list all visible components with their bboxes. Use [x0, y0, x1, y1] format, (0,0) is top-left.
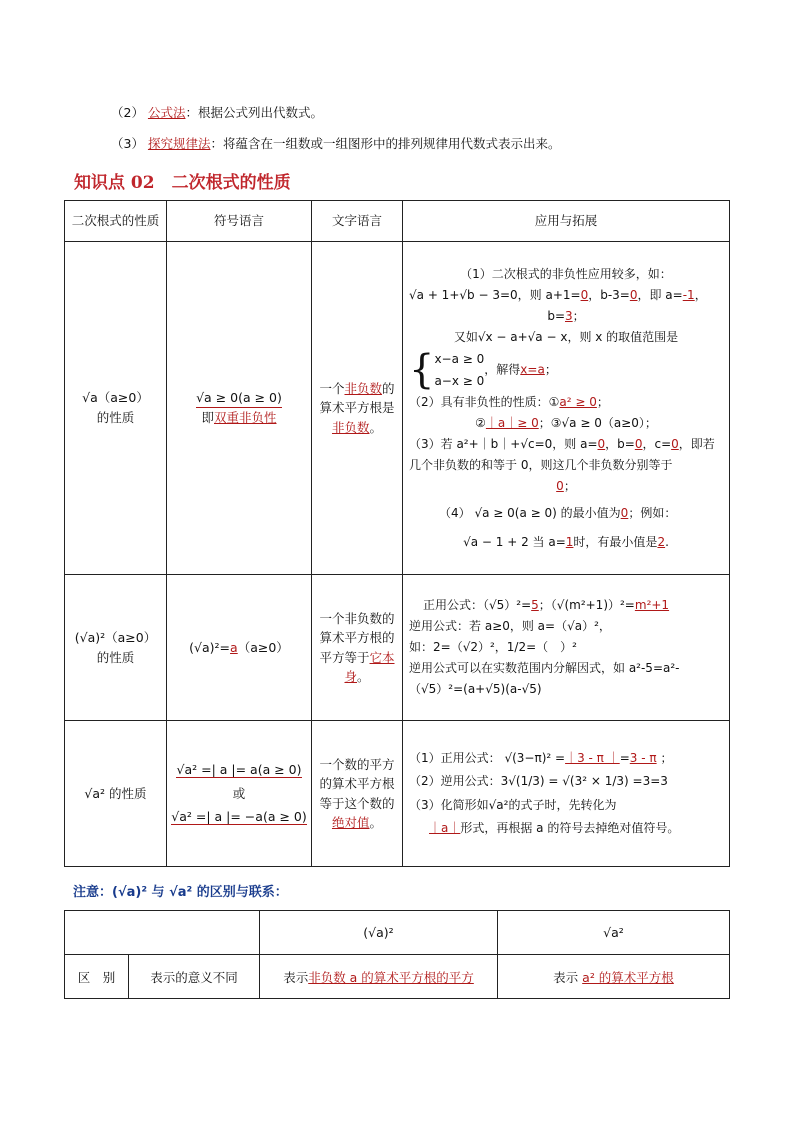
answer: 非负数 — [344, 380, 382, 396]
comparison-header-row — [65, 911, 730, 955]
table-header-row — [65, 201, 730, 242]
text-part: ，b-3= — [588, 287, 630, 302]
text-part: ，c= — [642, 436, 672, 451]
answer: 双重非负性 — [214, 410, 277, 425]
cell-application — [403, 575, 730, 721]
text-part: 一个非负数的算术平方根的平方等于 — [319, 610, 395, 665]
app-line — [409, 306, 723, 327]
item-text: ：将蕴含在一组数或一组图形中的排列规律用代数式表示出来。 — [210, 136, 561, 151]
answer: ｜a｜ — [429, 820, 461, 835]
answer: a² ≥ 0 — [559, 394, 597, 409]
item-number: （3） — [111, 136, 144, 151]
header-symbol: 符号语言 — [167, 201, 312, 242]
text-part: （4） — [439, 505, 471, 520]
text-part: ；（√(m²+1)）²= — [538, 598, 635, 612]
app-line — [409, 476, 723, 497]
math-expr: √a — [82, 390, 98, 405]
table-row-sqrt-a — [65, 242, 730, 575]
text-part: 时，有最小值是 — [573, 534, 658, 549]
answer: a² 的算术平方根 — [582, 969, 674, 985]
text-part: （2）具有非负性的性质：① — [409, 394, 560, 409]
text-part: ② — [475, 415, 486, 430]
app-line — [409, 392, 723, 413]
text-part: （3）若 a²+｜b｜+√c=0，则 a= — [409, 436, 598, 451]
answer: 0 — [629, 287, 638, 302]
text-part: ；例如： — [628, 505, 677, 520]
app-line: 逆用公式可以在实数范围内分解因式，如 a²-5=a²- — [409, 661, 680, 675]
cell-symbol — [167, 721, 312, 867]
text-part: 的算术平方根是 — [319, 380, 395, 416]
text-part: ； — [596, 394, 609, 409]
properties-table — [64, 200, 730, 867]
app-line — [409, 595, 723, 616]
math-expr: √a ≥ 0(a ≥ 0) — [474, 505, 557, 520]
text-part: 一个数的平方的算术平方根等于这个数的 — [319, 756, 395, 811]
math-expr: (√a)²= — [189, 639, 231, 655]
inequality: a−x ≥ 0 — [434, 373, 485, 388]
math-expr: √(3−π)² = — [504, 750, 566, 765]
inequality: x−a ≥ 0 — [434, 351, 485, 366]
header-col2: √a² — [498, 911, 730, 955]
inequality-system — [409, 348, 723, 392]
header-property: 二次根式的性质 — [65, 201, 167, 242]
app-line — [409, 434, 723, 455]
text-part: ，即若 — [678, 436, 715, 451]
text-part: ；③√a ≥ 0（a≥0）； — [538, 415, 657, 430]
app-line: （√5）²=(a+√5)(a-√5) — [409, 682, 542, 696]
property-label: 的性质 — [96, 410, 135, 425]
app-line: 逆用公式：若 a≥0，则 a=（√a）²， — [409, 619, 611, 633]
app-line — [409, 503, 723, 524]
answer: 0 — [597, 436, 606, 451]
cell-symbol — [167, 242, 312, 575]
answer: 0 — [634, 436, 643, 451]
answer: x=a — [520, 362, 545, 376]
text-part: 正用公式：（√5）²= — [423, 598, 532, 612]
app-line: （2）逆用公式：3√(1/3) = √(3² × 1/3) =3=3 — [409, 774, 668, 789]
answer: 3 - π — [629, 750, 657, 765]
answer: 绝对值 — [331, 814, 370, 830]
app-line: 几个非负数的和等于 0，则这几个非负数分别等于 — [409, 457, 673, 472]
answer: 非负数 a 的算术平方根的平方 — [308, 969, 474, 985]
comparison-table — [64, 910, 730, 999]
header-col1: (√a)² — [260, 911, 498, 955]
answer: ｜a｜≥ 0 — [485, 415, 539, 430]
text-part: ，即 a= — [637, 287, 683, 302]
header-application: 应用与拓展 — [403, 201, 730, 242]
answer: 0 — [620, 505, 629, 520]
app-line: （1）二次根式的非负性应用较多，如： — [460, 266, 672, 281]
row-col2-value — [498, 955, 730, 999]
term-formula-method: 公式法 — [147, 105, 186, 120]
app-line — [409, 413, 723, 434]
math-expr: √a² =| a |= a(a ≥ 0) — [176, 761, 302, 777]
answer: 0 — [671, 436, 679, 451]
symbol-prefix: 即 — [201, 410, 214, 425]
answer: 0 — [580, 287, 589, 302]
app-line: （3）化简形如√a²的式子时，先转化为 — [409, 797, 617, 812]
text-part: ，解得 — [484, 362, 521, 376]
property-label: 的性质 — [109, 785, 147, 801]
cell-application — [403, 242, 730, 575]
answer: 3 — [565, 308, 573, 323]
math-expr: √a ≥ 0(a ≥ 0) — [196, 390, 282, 408]
app-line — [409, 285, 723, 306]
property-label: 的性质 — [96, 649, 135, 665]
text-part: 。 — [357, 668, 370, 684]
text-part: 表示 — [283, 969, 309, 985]
answer: a — [230, 639, 238, 655]
answer: 2 — [657, 534, 666, 549]
text-part: 的最小值为 — [560, 505, 621, 520]
item-number: （2） — [111, 105, 144, 120]
text-part: = — [619, 750, 630, 765]
condition: （a≥0） — [105, 629, 157, 645]
math-expr: √a² — [84, 785, 106, 801]
answer: 它本身 — [344, 649, 395, 684]
cell-text — [312, 242, 403, 575]
cell-text — [312, 575, 403, 721]
app-line — [409, 747, 723, 770]
answer: 1 — [565, 534, 574, 549]
cell-text — [312, 721, 403, 867]
math-expr: (√a)² — [74, 629, 106, 645]
app-line: 如：2=（√2）²，1/2=（ ）² — [409, 640, 577, 654]
text-part: b= — [547, 308, 565, 323]
answer: m²+1 — [634, 598, 670, 612]
text-part: √a − 1 + 2 当 a= — [463, 534, 566, 549]
table-row-sqrt-of-a-squared — [65, 721, 730, 867]
text-part: 一个 — [319, 380, 345, 396]
text-part: ， — [694, 287, 707, 302]
math-expr: √a² =| a |= −a(a ≥ 0) — [171, 809, 307, 825]
text-part: 表示 — [553, 969, 583, 985]
cell-property — [65, 721, 167, 867]
text-part: . — [665, 534, 669, 549]
term-pattern-method: 探究规律法 — [147, 136, 211, 151]
app-line: 又如√x − a+√a − x，则 x 的取值范围是 — [453, 329, 679, 344]
answer: ｜3 - π ｜ — [565, 750, 620, 765]
app-line — [409, 817, 723, 840]
cell-property — [65, 242, 167, 575]
condition: （a≥0） — [97, 390, 149, 405]
text-part: ； — [572, 308, 585, 323]
cell-application — [403, 721, 730, 867]
condition: （a≥0） — [237, 639, 289, 655]
text-part: ； — [544, 362, 557, 376]
text-part: 。 — [369, 419, 383, 435]
text-part: ，b= — [605, 436, 635, 451]
answer: -1 — [682, 287, 695, 302]
answer: 非负数 — [331, 419, 370, 435]
section-title: 知识点 02 二次根式的性质 — [74, 173, 291, 193]
item-text: ：根据公式列出代数式。 — [185, 105, 323, 120]
intro-item-2 — [111, 103, 323, 121]
or-label: 或 — [232, 785, 246, 801]
intro-item-3 — [111, 134, 560, 152]
brace-icon: { — [409, 346, 435, 393]
table-row-sqrt-a-squared — [65, 575, 730, 721]
text-part: ； — [660, 750, 673, 765]
comparison-row — [65, 955, 730, 999]
row-aspect: 表示的意义不同 — [129, 955, 260, 999]
app-line — [409, 532, 723, 553]
row-col1-value — [260, 955, 498, 999]
header-text: 文字语言 — [312, 201, 403, 242]
empty-header-cell — [65, 911, 260, 955]
text-part: √a + 1+√b − 3=0，则 a+1= — [409, 287, 581, 302]
cell-symbol — [167, 575, 312, 721]
cell-property — [65, 575, 167, 721]
note-heading: 注意：(√a)² 与 √a² 的区别与联系： — [73, 885, 288, 900]
text-part: （1）正用公式： — [409, 750, 501, 765]
system-lines — [434, 348, 484, 392]
text-part: 形式，再根据 a 的符号去掉绝对值符号。 — [460, 820, 680, 835]
answer: 5 — [531, 598, 539, 612]
answer: 0 — [556, 478, 564, 493]
row-label: 区 别 — [65, 955, 129, 999]
text-part: ； — [563, 478, 576, 493]
text-part: 。 — [369, 814, 383, 830]
